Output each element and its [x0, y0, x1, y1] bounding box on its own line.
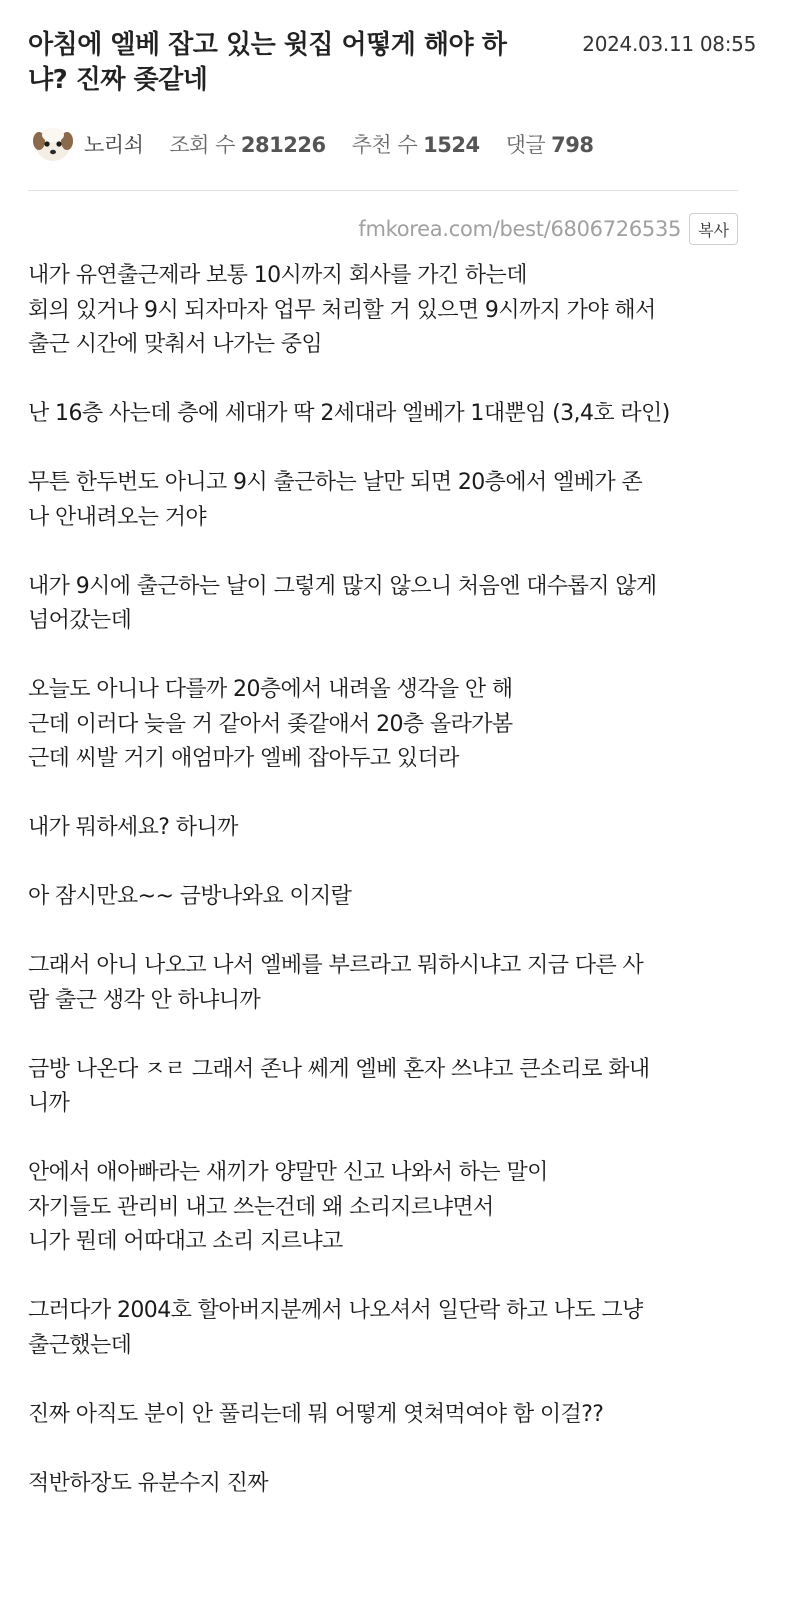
- post-title: 아침에 엘베 잡고 있는 윗집 어떻게 해야 하냐? 진짜 좆같네: [28, 30, 507, 95]
- paragraph: 난 16층 사는데 층에 세대가 딱 2세대라 엘베가 1대뿐임 (3,4호 라인): [28, 401, 670, 426]
- paragraph: 금방 나온다 ㅈㄹ 그래서 존나 쎄게 엘베 혼자 쓰냐고 큰소리로 화내 니까: [28, 1056, 650, 1116]
- post-url[interactable]: fmkorea.com/best/6806726535: [358, 217, 682, 241]
- paragraph: 오늘도 아니나 다를까 20층에서 내려올 생각을 안 해 근데 이러다 늦을 거 같아서 좆같애서 20층 올라가봄 근데 씨발 거기 애엄마가 엘베 잡아두고 있더라: [28, 677, 513, 771]
- url-row: [28, 211, 738, 247]
- paragraph: 적반하장도 유분수지 진짜: [28, 1470, 268, 1496]
- author-avatar[interactable]: [32, 124, 74, 164]
- comment-count[interactable]: [506, 129, 594, 159]
- post-header: [28, 0, 758, 166]
- post-date: 2024.03.11 08:55: [582, 32, 756, 56]
- paragraph: 아 잠시만요~~ 금방나와요 이지랄: [28, 884, 352, 909]
- view-count: [169, 129, 325, 159]
- copy-url-button[interactable]: 복사: [689, 213, 738, 245]
- like-count-value: 1524: [423, 133, 480, 157]
- paragraph: 내가 9시에 출근하는 날이 그렇게 많지 않으니 처음엔 대수롭지 않게 넘어갔는데: [28, 573, 657, 633]
- paragraph: 그러다가 2004호 할아버지분께서 나오셔서 일단락 하고 나도 그냥 출근했는데: [28, 1298, 643, 1358]
- view-count-value: 281226: [240, 133, 326, 157]
- comment-count-label: 댓글: [505, 133, 546, 157]
- paragraph: 무튼 한두번도 아니고 9시 출근하는 날만 되면 20층에서 엘베가 존 나 안내려오는 거야: [28, 470, 643, 530]
- paragraph: 내가 유연출근제라 보통 10시까지 회사를 가긴 하는데 회의 있거나 9시 되자마자 업무 처리할 거 있으면 9시까지 가야 해서 출근 시간에 맞춰서 나가는 중임: [28, 263, 656, 357]
- post-meta: [28, 122, 758, 166]
- author-name[interactable]: 노리쇠: [84, 133, 144, 157]
- like-count: [352, 129, 480, 159]
- like-count-label: 추천 수: [351, 133, 418, 157]
- paragraph: 그래서 아니 나오고 나서 엘베를 부르라고 뭐하시냐고 지금 다른 사 람 출근 생각 안 하냐니까: [28, 953, 644, 1013]
- dog-avatar-icon: [32, 124, 74, 164]
- paragraph: 진짜 아직도 분이 안 풀리는데 뭐 어떻게 엿쳐먹여야 함 이걸??: [28, 1401, 604, 1427]
- paragraph: 내가 뭐하세요? 하니까: [28, 815, 238, 840]
- header-divider: [28, 190, 738, 191]
- paragraph: 안에서 애아빠라는 새끼가 양말만 신고 나와서 하는 말이 자기들도 관리비 내고 쓰는건데 왜 소리지르냐면서 니가 뭔데 어따대고 소리 지르냐고: [28, 1160, 548, 1254]
- post-body: [28, 259, 750, 1501]
- view-count-label: 조회 수: [169, 133, 235, 157]
- comment-count-value: 798: [551, 133, 594, 157]
